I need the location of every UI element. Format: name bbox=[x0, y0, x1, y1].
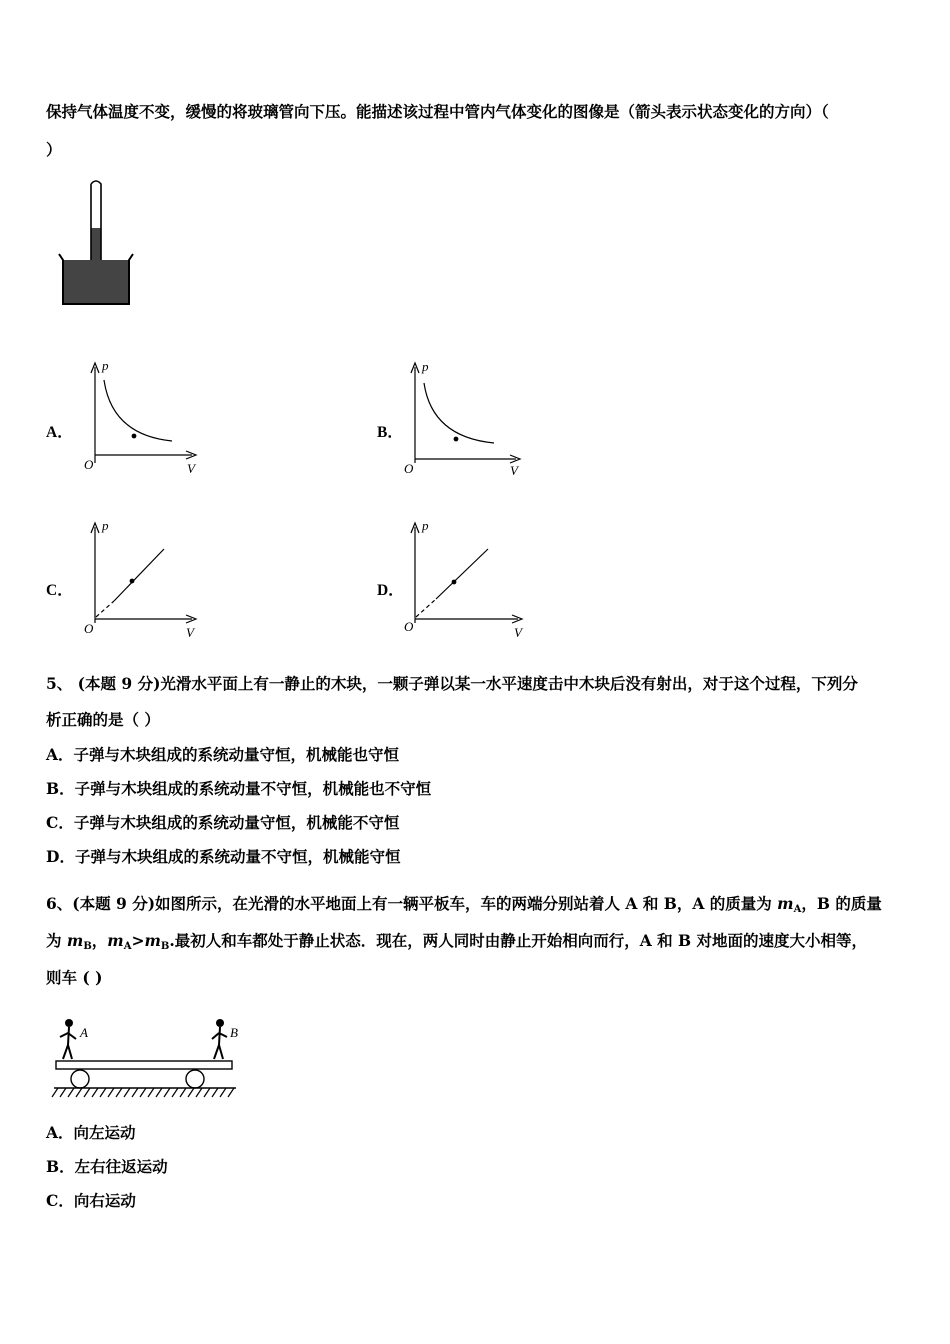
q4-option-c-label: C． bbox=[46, 582, 73, 599]
mass-subscript-b: B bbox=[83, 941, 92, 952]
graph-b bbox=[402, 355, 527, 480]
q6-option-c: C．向右运动 bbox=[46, 1191, 136, 1210]
person-a-label: A bbox=[80, 1025, 88, 1040]
q6-stem-line2 bbox=[46, 931, 867, 954]
graph-b-axis-v: V bbox=[510, 463, 518, 478]
graph-a-axis-p: p bbox=[102, 358, 109, 373]
graph-a bbox=[82, 355, 207, 480]
q5-option-a: A．子弹与木块组成的系统动量守恒，机械能也守恒 bbox=[46, 745, 400, 764]
graph-c-axis-o: O bbox=[84, 621, 94, 636]
graph-a-axis-o: O bbox=[84, 457, 94, 472]
graph-c-axis-v: V bbox=[186, 625, 194, 640]
greater-than-sign: > bbox=[131, 931, 145, 950]
q5-option-c: C．子弹与木块组成的系统动量守恒，机械能不守恒 bbox=[46, 813, 400, 832]
graph-d-axis-o: O bbox=[404, 619, 414, 634]
q6-line1-text: 6、(本题 9 分)如图所示，在光滑的水平地面上有一辆平板车，车的两端分别站着人 A 和 B，A 的质量为 bbox=[46, 894, 778, 913]
tube-mercury-figure bbox=[55, 180, 140, 310]
graph-b-axis-o: O bbox=[404, 461, 414, 476]
q5-stem-line1: 5、 (本题 9 分)光滑水平面上有一静止的木块，一颗子弹以某一水平速度击中木块后没有射出，对于这个过程，下列分 bbox=[46, 674, 858, 693]
graph-d-axis-p: p bbox=[422, 518, 429, 533]
graph-d bbox=[402, 515, 527, 640]
mass-subscript-b2: B bbox=[160, 941, 170, 952]
q5-option-b: B．子弹与木块组成的系统动量不守恒，机械能也不守恒 bbox=[46, 779, 432, 798]
q6-line2-text: .最初人和车都处于静止状态．现在，两人同时由静止开始相向而行，A 和 B 对地面的速度大小相等， bbox=[169, 931, 868, 950]
mass-subscript-a: A bbox=[793, 904, 802, 915]
graph-b-axis-p: p bbox=[422, 359, 429, 374]
mass-symbol-a: m bbox=[777, 894, 794, 913]
graph-d-axis-v: V bbox=[514, 625, 522, 640]
q6-line2-head: 为 bbox=[46, 931, 67, 950]
q5-stem-line2: 析正确的是（ ） bbox=[46, 710, 160, 729]
mass-symbol-b2: m bbox=[144, 931, 161, 950]
q6-option-b: B．左右往返运动 bbox=[46, 1157, 168, 1176]
q4-option-d-label: D． bbox=[377, 582, 404, 599]
mass-symbol-b: m bbox=[66, 931, 84, 950]
graph-c bbox=[82, 515, 207, 640]
q6-stem-line1 bbox=[46, 894, 882, 917]
q6-stem-line3: 则车 ( ) bbox=[46, 968, 103, 987]
mass-symbol-a2: m bbox=[107, 931, 124, 950]
q5-option-d: D．子弹与木块组成的系统动量不守恒，机械能守恒 bbox=[46, 847, 401, 866]
cart-figure bbox=[50, 1015, 245, 1107]
mass-subscript-a2: A bbox=[123, 941, 132, 952]
q4-option-a-label: A． bbox=[46, 424, 73, 441]
q6-line2-comma: ， bbox=[91, 931, 108, 950]
graph-c-axis-p: p bbox=[102, 518, 109, 533]
q4-stem-line2: ） bbox=[46, 140, 62, 159]
q6-option-a: A．向左运动 bbox=[46, 1123, 136, 1142]
q4-option-b-label: B． bbox=[377, 424, 403, 441]
person-b-label: B bbox=[230, 1025, 238, 1040]
q4-stem-line1: 保持气体温度不变，缓慢的将玻璃管向下压。能描述该过程中管内气体变化的图像是（箭头表示状态变化的方向）（ bbox=[46, 102, 829, 121]
q6-line1-tail: ，B 的质量 bbox=[801, 894, 882, 913]
graph-a-axis-v: V bbox=[187, 461, 195, 476]
